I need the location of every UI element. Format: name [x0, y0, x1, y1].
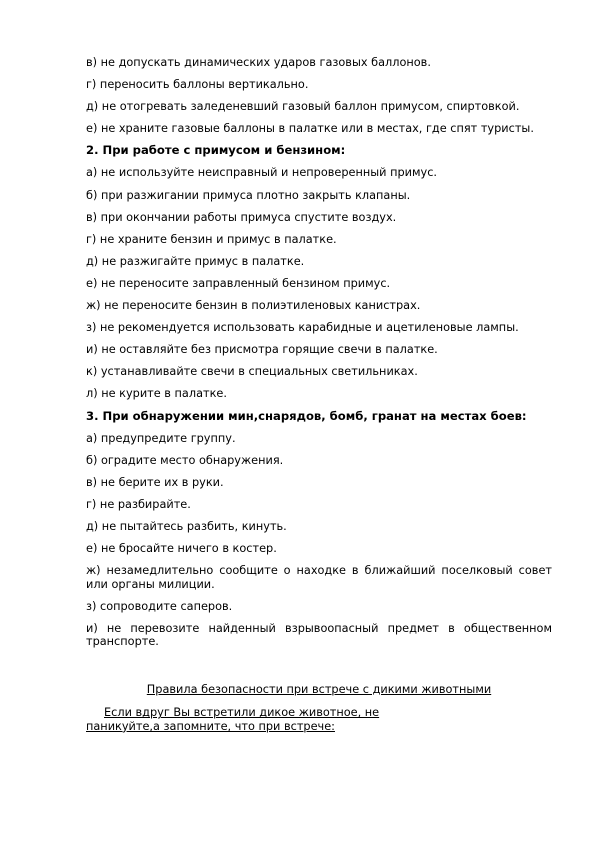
gas-cylinder-rules: [86, 56, 552, 136]
list-item: г) не разбирайте.: [86, 497, 191, 511]
list-item: в) при окончании работы примуса спустите воздух.: [86, 210, 397, 224]
section-heading: 2. При работе с примусом и бензином:: [86, 143, 346, 158]
list-item: е) не бросайте ничего в костер.: [86, 542, 277, 556]
document-page: [86, 56, 552, 733]
list-item: д) не пытайтесь разбить, кинуть.: [86, 519, 287, 533]
list-item: ж) не переносите бензин в полиэтиленовых канистрах.: [86, 299, 421, 313]
list-item: г) не храните бензин и примус в палатке.: [86, 232, 337, 246]
section-heading: 3. При обнаружении мин,снарядов, бомб, гранат на местах боев:: [86, 408, 527, 423]
list-item: а) предупредите группу.: [86, 431, 236, 445]
animals-intro: [86, 706, 456, 733]
list-item: б) оградите место обнаружения.: [86, 453, 284, 467]
list-item: в) не допускать динамических ударов газовых баллонов.: [86, 56, 431, 69]
list-item: д) не разжигайте примус в палатке.: [86, 254, 305, 268]
list-item: и) не оставляйте без присмотра горящие свечи в палатке.: [86, 343, 438, 357]
list-item: г) переносить баллоны вертикально.: [86, 78, 309, 92]
list-item: в) не берите их в руки.: [86, 475, 224, 489]
list-item: к) устанавливайте свечи в специальных светильниках.: [86, 365, 418, 379]
list-item: д) не отогревать заледеневший газовый баллон примусом, спиртовкой.: [86, 100, 520, 114]
primus-rules: [86, 166, 552, 400]
list-item: а) не используйте неисправный и непроверенный примус.: [86, 166, 437, 180]
list-item: и) не перевозите найденный взрывоопасный предмет в общественном транспорте.: [86, 621, 552, 649]
list-item: ж) незамедлительно сообщите о находке в ближайший поселковый совет или органы милиции.: [86, 564, 552, 591]
section-title-animals: Правила безопасности при встрече с дикими животными: [146, 682, 492, 696]
list-item: з) сопроводите саперов.: [86, 599, 233, 613]
list-item: з) не рекомендуется использовать карабидные и ацетиленовые лампы.: [86, 321, 519, 335]
list-item: б) при разжигании примуса плотно закрыть клапаны.: [86, 188, 411, 202]
explosives-rules: [86, 432, 552, 649]
list-item: л) не курите в палатке.: [86, 387, 227, 401]
list-item: е) не переносите заправленный бензином примус.: [86, 276, 391, 290]
animals-intro-text: Если вдруг Вы встретили дикое животное, не паникуйте,а запомните, что при встрече:: [86, 706, 380, 733]
list-item: е) не храните газовые баллоны в палатке или в местах, где спят туристы.: [86, 122, 534, 136]
